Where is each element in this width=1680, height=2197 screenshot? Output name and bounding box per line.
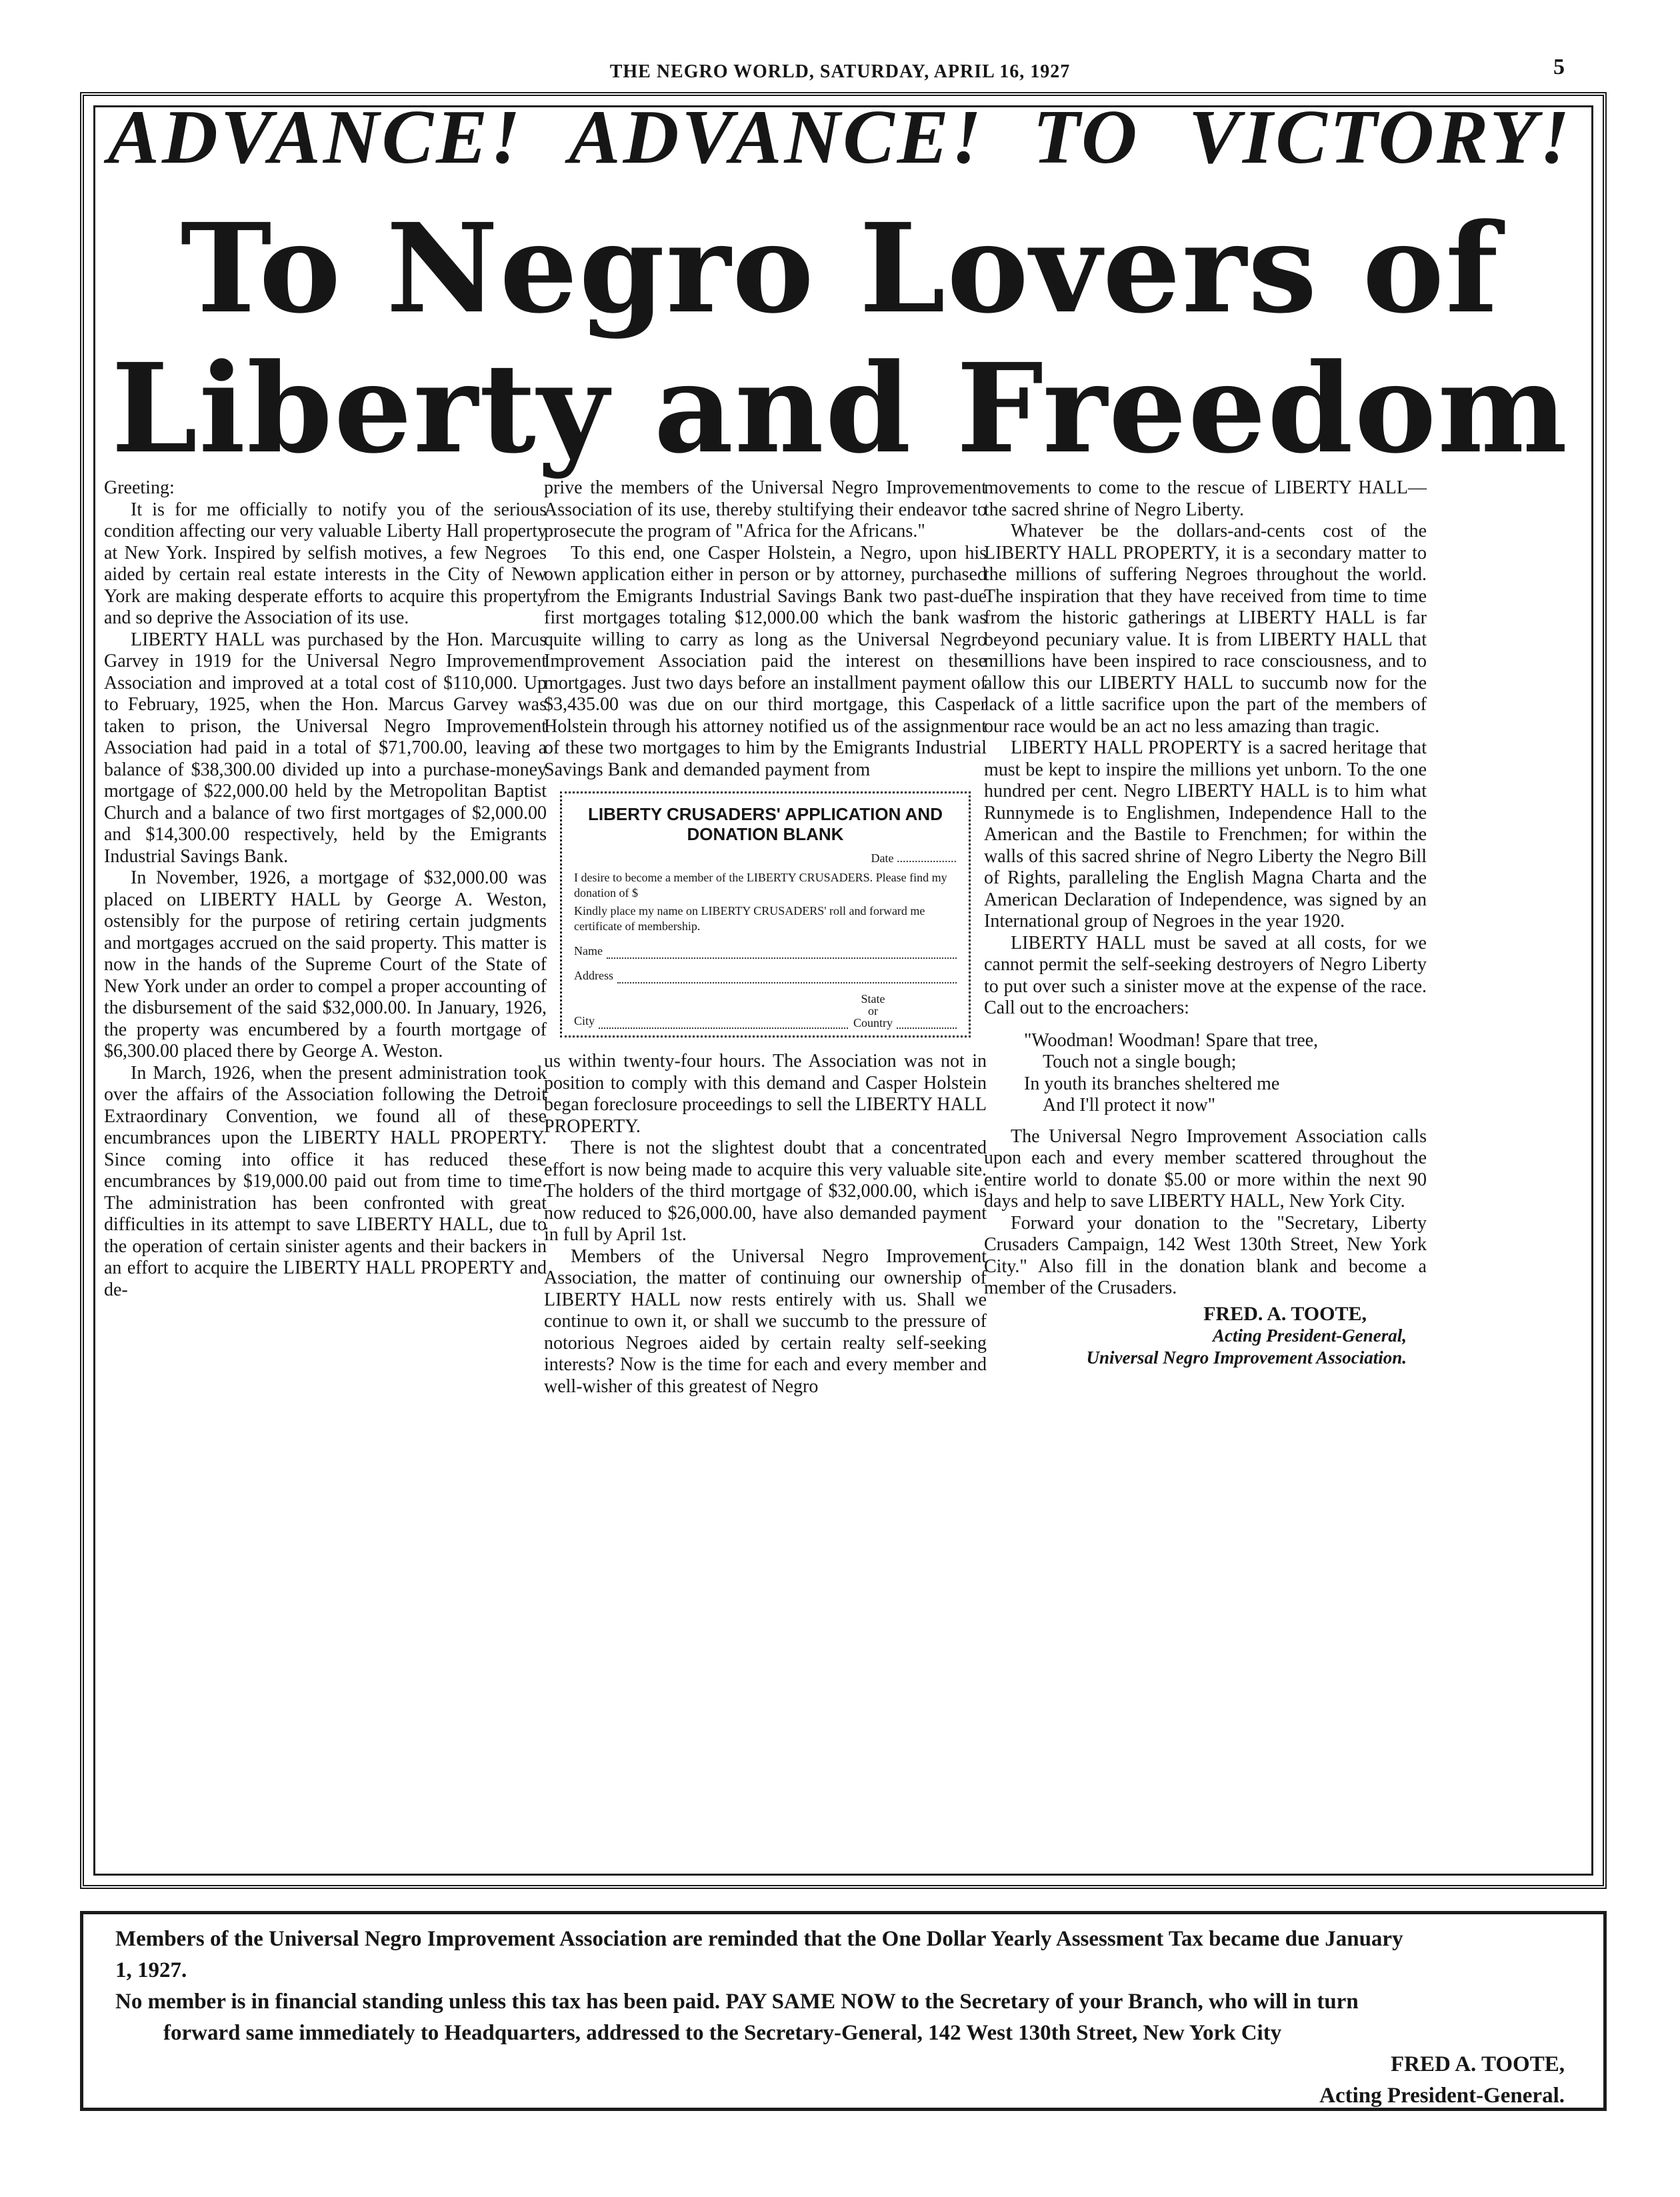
signature-title-1: Acting President-General, (1213, 1326, 1407, 1346)
donation-blank-title (574, 804, 957, 844)
address-line (574, 968, 957, 983)
masthead-title: THE NEGRO WORLD, SATURDAY, APRIL 16, 1927 (609, 61, 1071, 82)
signature-name: FRED. A. TOOTE, (1203, 1302, 1367, 1325)
donation-blank-text-1: I desire to become a member of the LIBERTY CRUSADERS. Please find my donation of $ (574, 871, 947, 899)
poem-line: Touch not a single bough; (1043, 1051, 1237, 1072)
donation-blank-date (574, 851, 957, 866)
or-label: or (867, 1004, 878, 1017)
headline-line-1: To Negro Lovers of (180, 197, 1500, 341)
date-field[interactable]: .................... (897, 851, 957, 865)
paragraph: There is not the slightest doubt that a concentrated effort is now being made to acquire this very valuable site. The holders of the third mortgage of $32,000.00, which is now reduced to $26,000.00, have also demanded payment in full by April 1st. (544, 1138, 987, 1245)
country-label: Country (853, 1016, 893, 1029)
assessment-tax-notice (80, 1911, 1607, 2111)
main-headline (0, 199, 1680, 479)
notice-line-1b: 1, 1927. (115, 1958, 187, 1982)
notice-line-1: Members of the Universal Negro Improvement Association are reminded that the One Dollar Yearly Assessment Tax became due January (115, 1927, 1403, 1951)
paragraph: movements to come to the rescue of LIBERTY HALL—the sacred shrine of Negro Liberty. (984, 477, 1427, 520)
paragraph: It is for me officially to notify you of the serious condition affecting our very valuable Liberty Hall property at New York. Inspired by selfish motives, a few Negroes aided by certain real estate interests in the City of New York are making desperate efforts to acquire this property and so deprive the Association of its use. (104, 499, 547, 628)
paragraph: LIBERTY HALL PROPERTY is a sacred heritage that must be kept to inspire the millions yet unborn. To the one hundred per cent. Negro LIBERTY HALL is to him what Runnymede is to Englishmen, Independence Hall to the American and the Bastile to Frenchmen; for within the walls of this sacred shrine of Negro Liberty the Negro Bill of Rights, paralleling the English Magna Charta and the American Declaration of Independence, was signed by an International group of Negroes in the year 1920. (984, 737, 1427, 931)
donation-blank-title-line-2: DONATION BLANK (687, 824, 844, 844)
notice-line-2: No member is in financial standing unless this tax has been paid. PAY SAME NOW to the Secretary of your Branch, who will in turn (115, 1990, 1359, 2014)
headline-line-2: Liberty and Freedom (111, 337, 1569, 481)
poem-line: In youth its branches sheltered me (1024, 1073, 1280, 1094)
donation-blank-title-line-1: LIBERTY CRUSADERS' APPLICATION AND (588, 804, 943, 824)
state-country-label (853, 993, 893, 1029)
paragraph: To this end, one Casper Holstein, a Negro, upon his own application either in person or by attorney, purchased from the Emigrants Industrial Savings Bank two past-due first mortgages totaling $12,000.00 which the bank was quite willing to carry as long as the Universal Negro Improvement Association paid the interest on these mortgages. Just two days before an installment payment of $3,435.00 was due on our third mortgage, this Casper Holstein through his attorney notified us of the assignment of these two mortgages to him by the Emigrants Industrial Savings Bank and demanded payment from (544, 542, 987, 780)
paragraph: Members of the Universal Negro Improvement Association, the matter of continuing our ownership of LIBERTY HALL now rests entirely with us. Shall we continue to own it, or shall we succumb to the pressure of notorious Negroes aided by certain realty self-seeking interests? Now is the time for each and every member and well-wisher of this greatest of Negro (544, 1246, 987, 1397)
paragraph: The Universal Negro Improvement Association calls upon each and every member scattered throughout the entire world to donate $5.00 or more within the next 90 days and help to save LIBERTY HALL, New York City. (984, 1126, 1427, 1212)
city-label: City (574, 1014, 595, 1027)
poem-quote (1024, 1030, 1427, 1117)
state-field[interactable] (897, 1017, 957, 1029)
name-line (574, 943, 957, 959)
poem-line: "Woodman! Woodman! Spare that tree, (1024, 1029, 1319, 1051)
notice-signature: FRED A. TOOTE, (1390, 2052, 1565, 2076)
city-line (574, 993, 957, 1029)
greeting: Greeting: (104, 477, 175, 498)
article-column-3 (984, 477, 1427, 1368)
name-label: Name (574, 944, 603, 957)
kicker-headline: ADVANCE! ADVANCE! TO VICTORY! (107, 95, 1573, 180)
address-field[interactable] (617, 971, 957, 983)
donation-blank (560, 791, 971, 1037)
paragraph: Forward your donation to the "Secretary, Liberty Crusaders Campaign, 142 West 130th Street, New York City." Also fill in the donation blank and become a member of the Crusaders. (984, 1212, 1427, 1298)
paragraph: prive the members of the Universal Negro Improvement Association of its use, thereby stultifying their endeavor to prosecute the program of "Africa for the Africans." (544, 477, 987, 541)
article-column-2 (544, 477, 987, 1398)
paragraph: Whatever be the dollars-and-cents cost of the LIBERTY HALL PROPERTY, it is a secondary matter to the millions of suffering Negroes throughout the world. The inspiration that they have received from time to time from the historic gatherings at LIBERTY HALL is far beyond pecuniary value. It is from LIBERTY HALL that millions have been inspired to race consciousness, and to allow this our LIBERTY HALL to succumb now for the lack of a little sacrifice upon the part of the members of our race would be an act no less amazing than tragic. (984, 521, 1427, 737)
address-label: Address (574, 969, 613, 982)
notice-signature-title: Acting President-General. (1319, 2084, 1565, 2108)
date-label: Date (871, 851, 894, 865)
paragraph: In November, 1926, a mortgage of $32,000.00 was placed on LIBERTY HALL by George A. Weston, ostensibly for the purpose of retiring certain judgments and mortgages accrued on the said property. This matter is now in the hands of the Supreme Court of the State of New York under an order to compel a proper accounting of the disbursement of the said $32,000.00. In January, 1926, the property was encumbered by a fourth mortgage of $6,300.00 placed there by George A. Weston. (104, 867, 547, 1061)
state-label: State (861, 992, 885, 1005)
page-number: 5 (1553, 55, 1565, 79)
article-column-1 (104, 477, 547, 1301)
paragraph: LIBERTY HALL was purchased by the Hon. Marcus Garvey in 1919 for the Universal Negro Improvement Association and improved at a total cost of $110,000. Up to February, 1925, when the Hon. Marcus Garvey was taken to prison, the Universal Negro Improvement Association had paid in a total of $71,700.00, leaving a balance of $38,300.00 divided up into a purchase-money mortgage of $22,000.00 held by the Metropolitan Baptist Church and a balance of two first mortgages of $2,000.00 and $14,300.00 respectively, held by the Emigrants Industrial Savings Bank. (104, 629, 547, 867)
city-field[interactable] (599, 1017, 848, 1029)
donation-blank-text-2: Kindly place my name on LIBERTY CRUSADERS' roll and forward me certificate of membership. (574, 904, 925, 933)
name-field[interactable] (607, 947, 957, 959)
paragraph: us within twenty-four hours. The Association was not in position to comply with this demand and Casper Holstein began foreclosure proceedings to sell the LIBERTY HALL PROPERTY. (544, 1051, 987, 1137)
poem-line: And I'll protect it now" (1043, 1095, 1216, 1116)
paragraph: In March, 1926, when the present administration took over the affairs of the Association following the Detroit Extraordinary Convention, we found all of these encumbrances upon the LIBERTY HALL PROPERTY. Since coming into office it has reduced these encumbrances by $19,000.00 paid out from time to time. The administration has been confronted with great difficulties in its attempt to save LIBERTY HALL, due to the operation of certain sinister agents and their backers in an effort to acquire the LIBERTY HALL PROPERTY and de- (104, 1062, 547, 1300)
paragraph: LIBERTY HALL must be saved at all costs, for we cannot permit the self-seeking destroyers of Negro Liberty to put over such a sinister move at the expense of the race. Call out to the encroachers: (984, 932, 1427, 1018)
signature-title-2: Universal Negro Improvement Association. (1086, 1347, 1407, 1368)
notice-line-3: forward same immediately to Headquarters, addressed to the Secretary-General, 142 West 130th Street, New York City (163, 2021, 1282, 2045)
